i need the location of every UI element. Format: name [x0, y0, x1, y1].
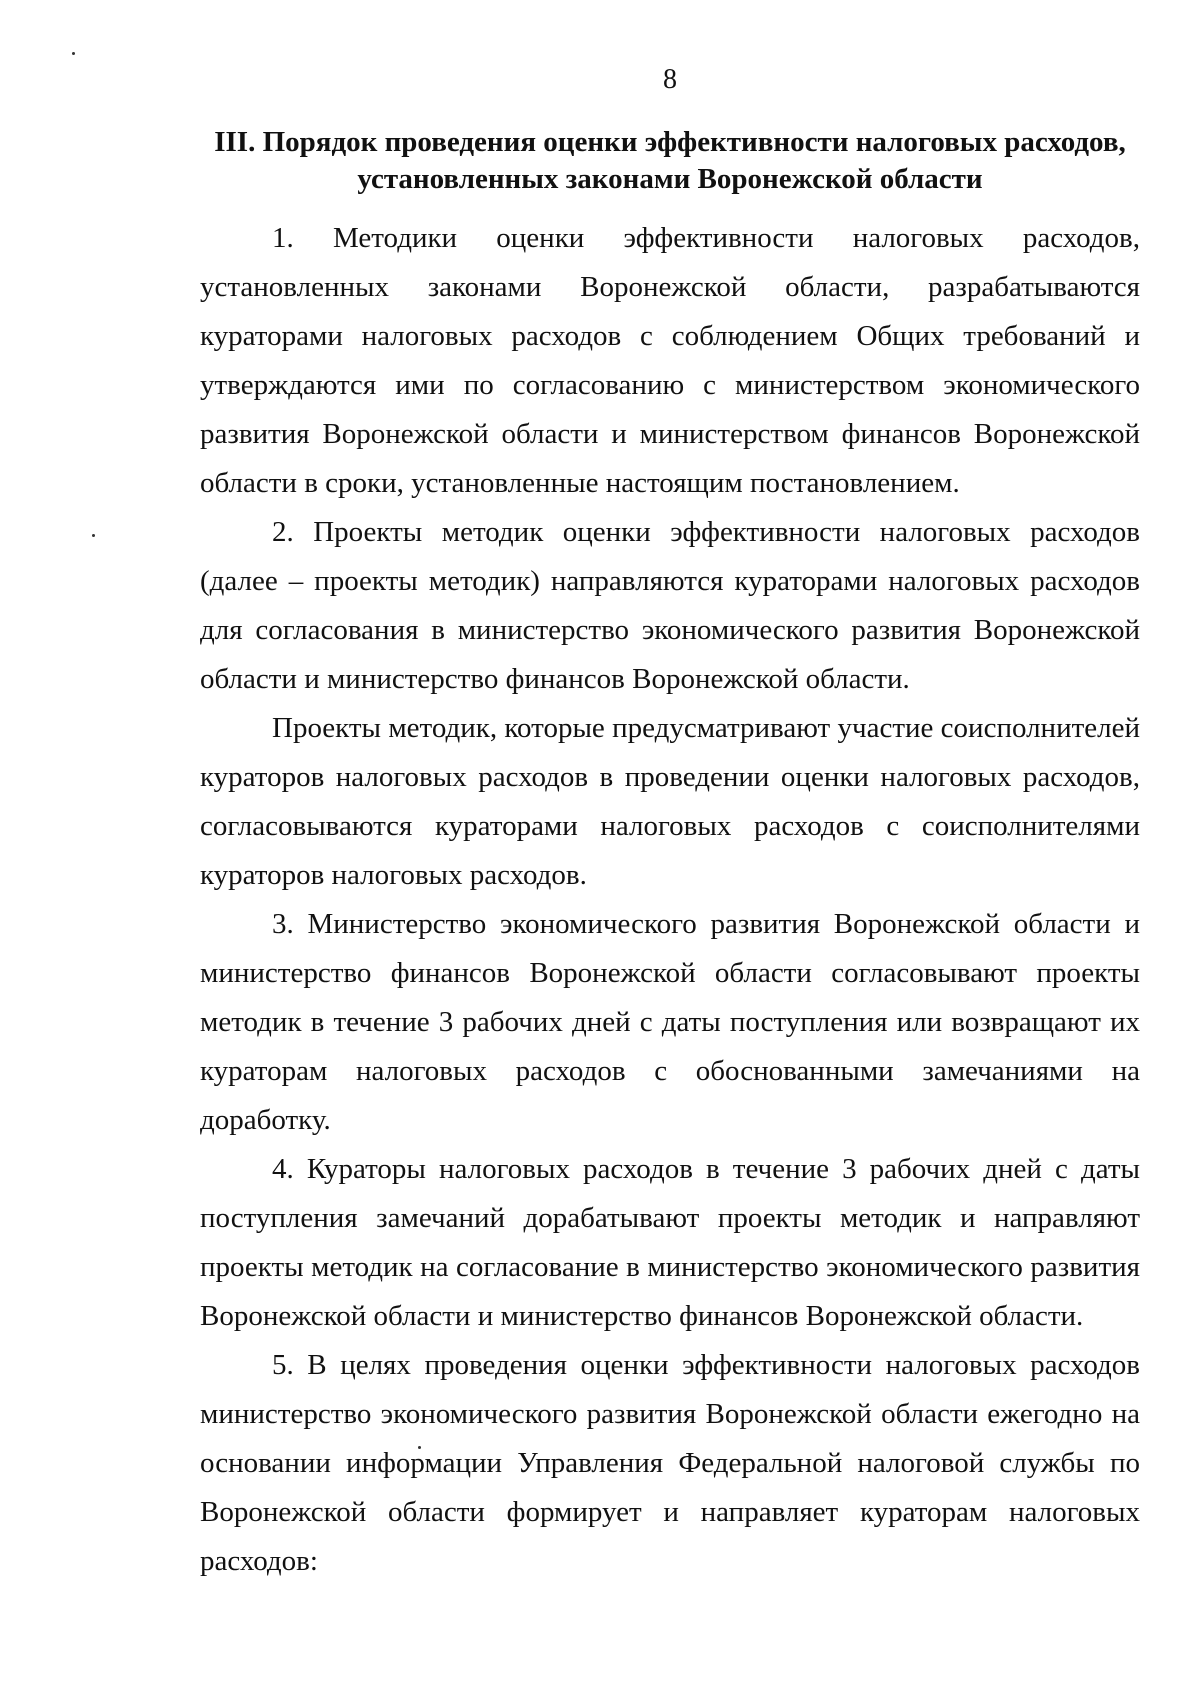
body-text [200, 214, 1140, 1586]
scan-speck [72, 52, 75, 55]
section-heading-line-2: установленных законами Воронежской области [357, 163, 983, 195]
paragraph-1: 1. Методики оценки эффективности налоговых расходов, установленных законами Воронежской области, разрабатываются кураторами налоговых расходов с соблюдением Общих требований и утверждаются ими по согласованию с министерством экономического развития Воронежской области и министерством финансов Воронежской области в сроки, установленные настоящим постановлением. [200, 222, 1140, 499]
paragraph-3: Проекты методик, которые предусматривают участие соисполнителей кураторов налоговых расходов в проведении оценки налоговых расходов, согласовываются кураторами налоговых расходов с соисполнителями кураторов налоговых расходов. [200, 712, 1140, 891]
paragraph-2: 2. Проекты методик оценки эффективности налоговых расходов (далее – проекты методик) направляются кураторами налоговых расходов для согласования в министерство экономического развития Воронежской области и министерство финансов Воронежской области. [200, 516, 1140, 695]
paragraph-4: 3. Министерство экономического развития Воронежской области и министерство финансов Воронежской области согласовывают проекты методик в течение 3 рабочих дней с даты поступления или возвращают их кураторам налоговых расходов с обоснованными замечаниями на доработку. [200, 908, 1140, 1136]
paragraph-5: 4. Кураторы налоговых расходов в течение 3 рабочих дней с даты поступления замечаний дорабатывают проекты методик и направляют проекты методик на согласование в министерство экономического развития Воронежской области и министерство финансов Воронежской области. [200, 1153, 1140, 1332]
section-heading-line-1: III. Порядок проведения оценки эффективности налоговых расходов, [214, 126, 1126, 158]
section-heading [200, 124, 1140, 198]
paragraph-6: 5. В целях проведения оценки эффективности налоговых расходов министерство экономического развития Воронежской области ежегодно на основании информации Управления Федеральной налоговой службы по Воронежской области формирует и направляет кураторам налоговых расходов: [200, 1349, 1140, 1577]
page-number: 8 [663, 64, 677, 95]
scan-speck [92, 534, 95, 537]
